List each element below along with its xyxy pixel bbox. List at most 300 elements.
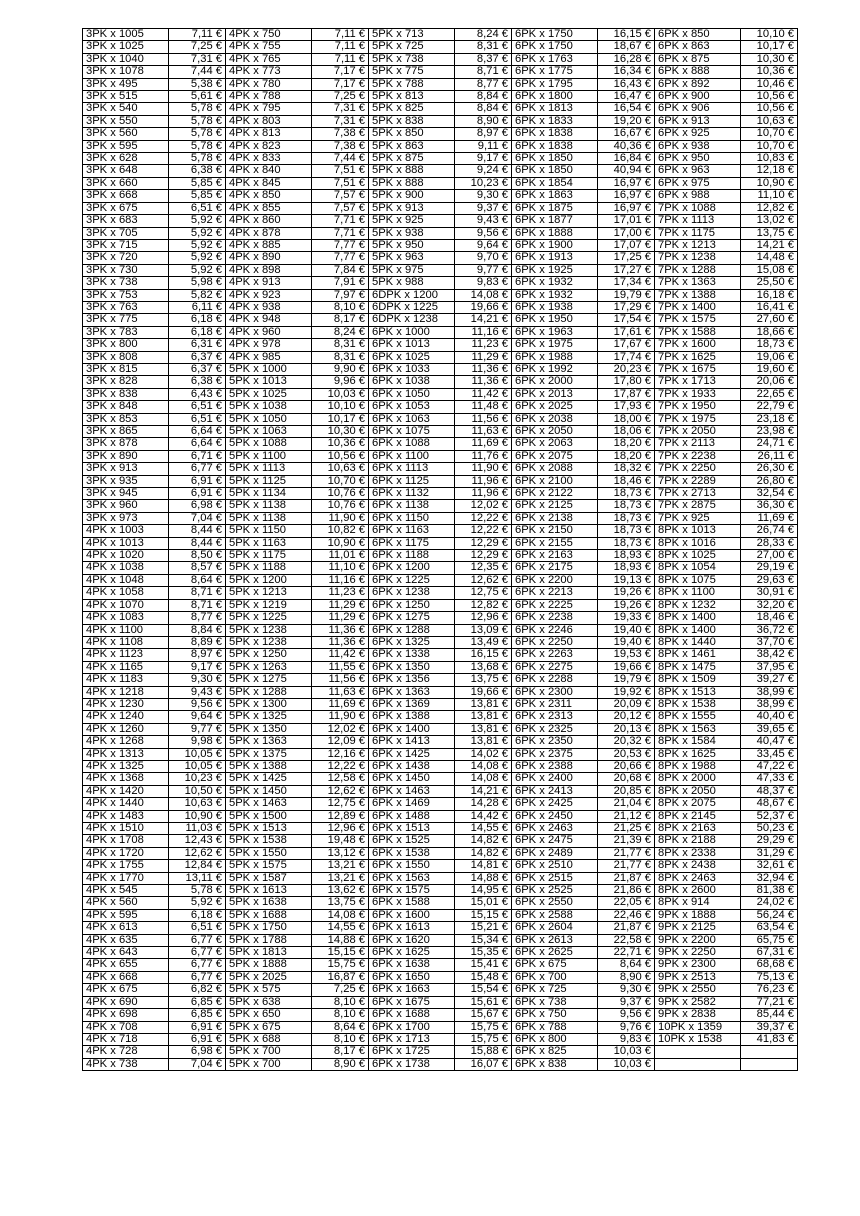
item-code-cell: 4PK x 833: [226, 153, 312, 165]
item-code-cell: 6PK x 2246: [512, 624, 598, 636]
item-code-cell: 4PK x 788: [226, 91, 312, 103]
item-price-cell: 8,37 €: [455, 53, 512, 65]
item-code-cell: 3PK x 935: [83, 475, 169, 487]
item-price-cell: 18,00 €: [598, 413, 655, 425]
item-code-cell: 4PK x 840: [226, 165, 312, 177]
item-code-cell: 4PK x 1755: [83, 860, 169, 872]
item-code-cell: 6PK x 863: [655, 41, 741, 53]
item-code-cell: 5PK x 888: [369, 165, 455, 177]
item-code-cell: 3PK x 720: [83, 252, 169, 264]
item-price-cell: 10,17 €: [312, 413, 369, 425]
item-code-cell: 7PK x 1238: [655, 252, 741, 264]
item-price-cell: 6,91 €: [169, 475, 226, 487]
item-price-cell: 9,70 €: [455, 252, 512, 264]
table-row: [83, 301, 798, 313]
item-code-cell: 5PK x 1175: [226, 550, 312, 562]
item-code-cell: 4PK x 1070: [83, 599, 169, 611]
item-code-cell: 8PK x 2600: [655, 885, 741, 897]
item-price-cell: 16,84 €: [598, 153, 655, 165]
table-row: [83, 674, 798, 686]
item-code-cell: 7PK x 1600: [655, 339, 741, 351]
item-price-cell: 10,63 €: [741, 115, 798, 127]
item-price-cell: 11,36 €: [455, 363, 512, 375]
item-code-cell: 4PK x 978: [226, 339, 312, 351]
item-code-cell: 5PK x 638: [226, 996, 312, 1008]
item-code-cell: 6PK x 1575: [369, 885, 455, 897]
item-price-cell: 14,42 €: [455, 810, 512, 822]
item-price-cell: 6,77 €: [169, 947, 226, 959]
item-price-cell: 12,62 €: [169, 847, 226, 859]
item-price-cell: 20,68 €: [598, 773, 655, 785]
item-price-cell: 7,25 €: [169, 41, 226, 53]
table-row: [83, 686, 798, 698]
table-row: [83, 698, 798, 710]
item-price-cell: 9,30 €: [169, 674, 226, 686]
item-price-cell: 32,94 €: [741, 872, 798, 884]
item-price-cell: 19,53 €: [598, 649, 655, 661]
item-price-cell: 8,71 €: [169, 587, 226, 599]
table-row: [83, 29, 798, 41]
item-code-cell: 6PK x 1725: [369, 1046, 455, 1058]
item-price-cell: 47,22 €: [741, 760, 798, 772]
item-code-cell: 3PK x 715: [83, 239, 169, 251]
item-code-cell: 6PK x 1250: [369, 599, 455, 611]
item-price-cell: 13,02 €: [741, 215, 798, 227]
item-code-cell: 8PK x 1555: [655, 711, 741, 723]
item-code-cell: 9PK x 1888: [655, 909, 741, 921]
table-row: [83, 984, 798, 996]
item-code-cell: 7PK x 1213: [655, 239, 741, 251]
item-code-cell: 6PK x 1550: [369, 860, 455, 872]
item-price-cell: 11,48 €: [455, 401, 512, 413]
item-price-cell: 31,29 €: [741, 847, 798, 859]
item-code-cell: 6PK x 1713: [369, 1033, 455, 1045]
item-price-cell: 23,18 €: [741, 413, 798, 425]
item-code-cell: 4PK x 1183: [83, 674, 169, 686]
item-code-cell: 5PK x 938: [369, 227, 455, 239]
item-code-cell: 5PK x 1300: [226, 698, 312, 710]
item-price-cell: 22,71 €: [598, 947, 655, 959]
item-code-cell: 5PK x 1138: [226, 500, 312, 512]
item-price-cell: 10,30 €: [741, 53, 798, 65]
item-code-cell: 6PK x 1932: [512, 277, 598, 289]
item-code-cell: 8PK x 1563: [655, 723, 741, 735]
item-code-cell: 5PK x 1238: [226, 624, 312, 636]
item-price-cell: 7,38 €: [312, 140, 369, 152]
table-row: [83, 798, 798, 810]
item-code-cell: 6PK x 1925: [512, 264, 598, 276]
item-price-cell: 9,56 €: [598, 1009, 655, 1021]
item-price-cell: 13,75 €: [741, 227, 798, 239]
item-code-cell: 7PK x 1588: [655, 326, 741, 338]
item-code-cell: 5PK x 1125: [226, 475, 312, 487]
item-code-cell: 6PK x 1363: [369, 686, 455, 698]
item-code-cell: 7PK x 1575: [655, 314, 741, 326]
item-code-cell: 6PK x 2489: [512, 847, 598, 859]
table-row: [83, 723, 798, 735]
item-code-cell: 6PK x 2263: [512, 649, 598, 661]
item-code-cell: 8PK x 2145: [655, 810, 741, 822]
item-price-cell: 11,29 €: [312, 612, 369, 624]
item-price-cell: 12,43 €: [169, 835, 226, 847]
item-price-cell: 39,27 €: [741, 674, 798, 686]
item-code-cell: 5PK x 1538: [226, 835, 312, 847]
item-price-cell: 11,63 €: [455, 426, 512, 438]
item-code-cell: 6PK x 2213: [512, 587, 598, 599]
item-price-cell: 14,88 €: [312, 934, 369, 946]
item-code-cell: 6PK x 725: [512, 984, 598, 996]
item-price-cell: 10,70 €: [741, 128, 798, 140]
item-code-cell: 5PK x 1025: [226, 388, 312, 400]
item-price-cell: 77,21 €: [741, 996, 798, 1008]
item-code-cell: 4PK x 755: [226, 41, 312, 53]
item-price-cell: 9,77 €: [169, 723, 226, 735]
item-code-cell: 8PK x 2463: [655, 872, 741, 884]
table-row: [83, 810, 798, 822]
item-code-cell: 10PK x 1359: [655, 1021, 741, 1033]
item-code-cell: 8PK x 2188: [655, 835, 741, 847]
item-code-cell: 7PK x 1113: [655, 215, 741, 227]
item-code-cell: 3PK x 828: [83, 376, 169, 388]
item-code-cell: 6PK x 1288: [369, 624, 455, 636]
item-code-cell: 5PK x 925: [369, 215, 455, 227]
item-code-cell: 6PK x 2400: [512, 773, 598, 785]
item-price-cell: 10,76 €: [312, 488, 369, 500]
item-code-cell: 6PK x 988: [655, 190, 741, 202]
item-code-cell: 4PK x 635: [83, 934, 169, 946]
item-code-cell: 6DPK x 1238: [369, 314, 455, 326]
item-price-cell: 9,17 €: [169, 661, 226, 673]
item-code-cell: 6PK x 1463: [369, 785, 455, 797]
item-price-cell: 6,51 €: [169, 202, 226, 214]
item-code-cell: 5PK x 875: [369, 153, 455, 165]
item-price-cell: 11,56 €: [312, 674, 369, 686]
item-code-cell: 3PK x 890: [83, 450, 169, 462]
item-code-cell: 4PK x 890: [226, 252, 312, 264]
table-row: [83, 785, 798, 797]
item-code-cell: 4PK x 765: [226, 53, 312, 65]
table-row: [83, 1046, 798, 1058]
item-code-cell: 5PK x 1219: [226, 599, 312, 611]
item-price-cell: 32,20 €: [741, 599, 798, 611]
table-row: [83, 748, 798, 760]
item-code-cell: 3PK x 913: [83, 463, 169, 475]
item-code-cell: 4PK x 845: [226, 177, 312, 189]
item-code-cell: 6PK x 1988: [512, 351, 598, 363]
item-price-cell: 14,08 €: [455, 773, 512, 785]
item-code-cell: 6PK x 2100: [512, 475, 598, 487]
item-code-cell: 4PK x 728: [83, 1046, 169, 1058]
item-code-cell: 4PK x 1708: [83, 835, 169, 847]
item-price-cell: 19,92 €: [598, 686, 655, 698]
table-row: [83, 624, 798, 636]
item-code-cell: 4PK x 595: [83, 909, 169, 921]
item-price-cell: 10,23 €: [169, 773, 226, 785]
item-price-cell: 8,17 €: [312, 314, 369, 326]
table-row: [83, 227, 798, 239]
item-code-cell: 6PK x 1325: [369, 636, 455, 648]
item-code-cell: 4PK x 560: [83, 897, 169, 909]
item-code-cell: 6PK x 2325: [512, 723, 598, 735]
item-code-cell: 6PK x 938: [655, 140, 741, 152]
item-code-cell: 3PK x 783: [83, 326, 169, 338]
item-code-cell: 8PK x 1509: [655, 674, 741, 686]
item-price-cell: 15,48 €: [455, 971, 512, 983]
item-code-cell: 4PK x 690: [83, 996, 169, 1008]
item-price-cell: 21,87 €: [598, 872, 655, 884]
table-row: [83, 835, 798, 847]
item-price-cell: 16,34 €: [598, 66, 655, 78]
table-row: [83, 773, 798, 785]
item-price-cell: 13,09 €: [455, 624, 512, 636]
table-row: [83, 661, 798, 673]
item-code-cell: 5PK x 813: [369, 91, 455, 103]
item-code-cell: 5PK x 1750: [226, 922, 312, 934]
item-price-cell: 15,21 €: [455, 922, 512, 934]
item-price-cell: 8,97 €: [455, 128, 512, 140]
item-code-cell: 5PK x 1425: [226, 773, 312, 785]
item-code-cell: 4PK x 1440: [83, 798, 169, 810]
item-code-cell: 6DPK x 1200: [369, 289, 455, 301]
table-row: [83, 885, 798, 897]
table-row: [83, 1033, 798, 1045]
item-code-cell: 3PK x 878: [83, 438, 169, 450]
item-price-cell: 16,07 €: [455, 1058, 512, 1070]
item-price-cell: 6,91 €: [169, 1021, 226, 1033]
item-code-cell: 9PK x 2250: [655, 947, 741, 959]
item-code-cell: 6PK x 2088: [512, 463, 598, 475]
item-price-cell: 10,03 €: [312, 388, 369, 400]
item-code-cell: 3PK x 763: [83, 301, 169, 313]
item-price-cell: 8,44 €: [169, 525, 226, 537]
item-price-cell: 11,03 €: [169, 823, 226, 835]
item-price-cell: 12,02 €: [312, 723, 369, 735]
item-code-cell: 4PK x 913: [226, 277, 312, 289]
item-price-cell: 16,15 €: [598, 29, 655, 41]
item-code-cell: 6PK x 925: [655, 128, 741, 140]
item-code-cell: 4PK x 795: [226, 103, 312, 115]
item-price-cell: 5,92 €: [169, 215, 226, 227]
item-code-cell: 8PK x 1025: [655, 550, 741, 562]
item-price-cell: 13,62 €: [312, 885, 369, 897]
item-code-cell: 6PK x 1356: [369, 674, 455, 686]
item-code-cell: 5PK x 1788: [226, 934, 312, 946]
item-price-cell: 15,34 €: [455, 934, 512, 946]
item-code-cell: 7PK x 2713: [655, 488, 741, 500]
item-price-cell: 81,38 €: [741, 885, 798, 897]
item-price-cell: 9,43 €: [455, 215, 512, 227]
item-code-cell: 6PK x 2350: [512, 736, 598, 748]
table-row: [83, 41, 798, 53]
item-code-cell: 5PK x 725: [369, 41, 455, 53]
item-code-cell: 5PK x 988: [369, 277, 455, 289]
item-price-cell: 10,90 €: [741, 177, 798, 189]
item-price-cell: 20,06 €: [741, 376, 798, 388]
item-code-cell: 3PK x 495: [83, 78, 169, 90]
item-price-cell: 18,20 €: [598, 438, 655, 450]
item-code-cell: 6PK x 2450: [512, 810, 598, 822]
item-code-cell: 6PK x 1850: [512, 153, 598, 165]
item-price-cell: 8,84 €: [455, 103, 512, 115]
item-code-cell: 6PK x 738: [512, 996, 598, 1008]
item-code-cell: 4PK x 860: [226, 215, 312, 227]
item-price-cell: 8,44 €: [169, 537, 226, 549]
item-price-cell: 11,16 €: [455, 326, 512, 338]
item-price-cell: 11,90 €: [455, 463, 512, 475]
item-price-cell: 10,76 €: [312, 500, 369, 512]
item-code-cell: 5PK x 700: [226, 1058, 312, 1070]
item-price-cell: 40,40 €: [741, 711, 798, 723]
item-price-cell: 68,68 €: [741, 959, 798, 971]
item-code-cell: 6PK x 1833: [512, 115, 598, 127]
item-code-cell: 6PK x 2550: [512, 897, 598, 909]
item-price-cell: 6,11 €: [169, 301, 226, 313]
item-price-cell: 7,44 €: [312, 153, 369, 165]
item-code-cell: 7PK x 1175: [655, 227, 741, 239]
table-row: [83, 115, 798, 127]
item-code-cell: 5PK x 1250: [226, 649, 312, 661]
item-price-cell: 19,66 €: [598, 661, 655, 673]
table-row: [83, 996, 798, 1008]
item-price-cell: 15,75 €: [312, 959, 369, 971]
item-price-cell: 18,66 €: [741, 326, 798, 338]
item-code-cell: 6PK x 2200: [512, 574, 598, 586]
item-code-cell: 8PK x 1538: [655, 698, 741, 710]
item-code-cell: 8PK x 2050: [655, 785, 741, 797]
item-price-cell: 19,06 €: [741, 351, 798, 363]
item-code-cell: 8PK x 2438: [655, 860, 741, 872]
item-price-cell: 19,26 €: [598, 599, 655, 611]
item-price-cell: 6,18 €: [169, 314, 226, 326]
item-code-cell: 6PK x 1469: [369, 798, 455, 810]
table-row: [83, 53, 798, 65]
item-code-cell: 5PK x 1188: [226, 562, 312, 574]
item-code-cell: 6PK x 906: [655, 103, 741, 115]
item-code-cell: 5PK x 1450: [226, 785, 312, 797]
item-price-cell: 12,96 €: [455, 612, 512, 624]
item-price-cell: 17,29 €: [598, 301, 655, 313]
table-row: [83, 153, 798, 165]
item-price-cell: 22,05 €: [598, 897, 655, 909]
item-code-cell: 5PK x 1275: [226, 674, 312, 686]
item-code-cell: 5PK x 913: [369, 202, 455, 214]
item-price-cell: 7,71 €: [312, 215, 369, 227]
item-price-cell: 7,51 €: [312, 165, 369, 177]
table-row: [83, 959, 798, 971]
item-price-cell: 5,92 €: [169, 227, 226, 239]
table-row: [83, 177, 798, 189]
item-code-cell: 8PK x 1461: [655, 649, 741, 661]
item-code-cell: 6PK x 900: [655, 91, 741, 103]
item-code-cell: 5PK x 1638: [226, 897, 312, 909]
table-row: [83, 202, 798, 214]
item-code-cell: 8PK x 1475: [655, 661, 741, 673]
item-code-cell: 6PK x 1063: [369, 413, 455, 425]
item-code-cell: 4PK x 1260: [83, 723, 169, 735]
item-price-cell: 6,98 €: [169, 1046, 226, 1058]
item-price-cell: 56,24 €: [741, 909, 798, 921]
item-code-cell: 4PK x 1003: [83, 525, 169, 537]
item-price-cell: 9,30 €: [455, 190, 512, 202]
item-code-cell: 5PK x 1350: [226, 723, 312, 735]
item-code-cell: 4PK x 1165: [83, 661, 169, 673]
item-price-cell: 26,30 €: [741, 463, 798, 475]
item-code-cell: 6PK x 2122: [512, 488, 598, 500]
item-price-cell: 10,10 €: [741, 29, 798, 41]
item-price-cell: 11,90 €: [312, 512, 369, 524]
item-code-cell: 6PK x 1450: [369, 773, 455, 785]
item-price-cell: 12,22 €: [455, 512, 512, 524]
item-price-cell: 5,85 €: [169, 177, 226, 189]
item-code-cell: 6PK x 850: [655, 29, 741, 41]
item-code-cell: 4PK x 780: [226, 78, 312, 90]
item-code-cell: 4PK x 750: [226, 29, 312, 41]
item-price-cell: 85,44 €: [741, 1009, 798, 1021]
item-price-cell: 14,48 €: [741, 252, 798, 264]
item-price-cell: 14,82 €: [455, 847, 512, 859]
item-code-cell: 4PK x 698: [83, 1009, 169, 1021]
item-code-cell: 3PK x 675: [83, 202, 169, 214]
item-price-cell: 10,63 €: [312, 463, 369, 475]
item-price-cell: 6,43 €: [169, 388, 226, 400]
item-code-cell: 5PK x 1513: [226, 823, 312, 835]
item-price-cell: 13,81 €: [455, 736, 512, 748]
item-price-cell: 18,73 €: [741, 339, 798, 351]
item-code-cell: 8PK x 1440: [655, 636, 741, 648]
item-code-cell: 4PK x 545: [83, 885, 169, 897]
table-row: [83, 438, 798, 450]
item-price-cell: 16,97 €: [598, 190, 655, 202]
item-code-cell: 6PK x 1138: [369, 500, 455, 512]
item-price-cell: 37,70 €: [741, 636, 798, 648]
item-price-cell: 11,16 €: [312, 574, 369, 586]
item-price-cell: 7,17 €: [312, 66, 369, 78]
item-code-cell: 5PK x 1113: [226, 463, 312, 475]
item-price-cell: 22,58 €: [598, 934, 655, 946]
table-row: [83, 376, 798, 388]
item-price-cell: 47,33 €: [741, 773, 798, 785]
item-price-cell: 13,68 €: [455, 661, 512, 673]
item-price-cell: 12,89 €: [312, 810, 369, 822]
item-code-cell: 6PK x 1775: [512, 66, 598, 78]
item-price-cell: 21,77 €: [598, 860, 655, 872]
item-code-cell: 4PK x 773: [226, 66, 312, 78]
item-price-cell: 8,24 €: [312, 326, 369, 338]
item-price-cell: 14,82 €: [455, 835, 512, 847]
item-code-cell: 5PK x 1150: [226, 525, 312, 537]
item-price-cell: 16,18 €: [741, 289, 798, 301]
item-code-cell: 6PK x 1625: [369, 947, 455, 959]
item-price-cell: 18,73 €: [598, 488, 655, 500]
item-code-cell: 6PK x 700: [512, 971, 598, 983]
item-price-cell: 15,08 €: [741, 264, 798, 276]
item-price-cell: 8,10 €: [312, 996, 369, 1008]
table-row: [83, 78, 798, 90]
item-price-cell: 32,61 €: [741, 860, 798, 872]
item-price-cell: 17,74 €: [598, 351, 655, 363]
item-code-cell: 4PK x 1020: [83, 550, 169, 562]
item-code-cell: 8PK x 1100: [655, 587, 741, 599]
item-price-cell: 7,11 €: [312, 41, 369, 53]
item-code-cell: 3PK x 815: [83, 363, 169, 375]
item-price-cell: 6,71 €: [169, 450, 226, 462]
item-price-cell: 48,67 €: [741, 798, 798, 810]
item-price-cell: 17,07 €: [598, 239, 655, 251]
item-price-cell: 20,13 €: [598, 723, 655, 735]
item-code-cell: 6PK x 1563: [369, 872, 455, 884]
item-price-cell: 5,92 €: [169, 252, 226, 264]
item-price-cell: 7,77 €: [312, 252, 369, 264]
